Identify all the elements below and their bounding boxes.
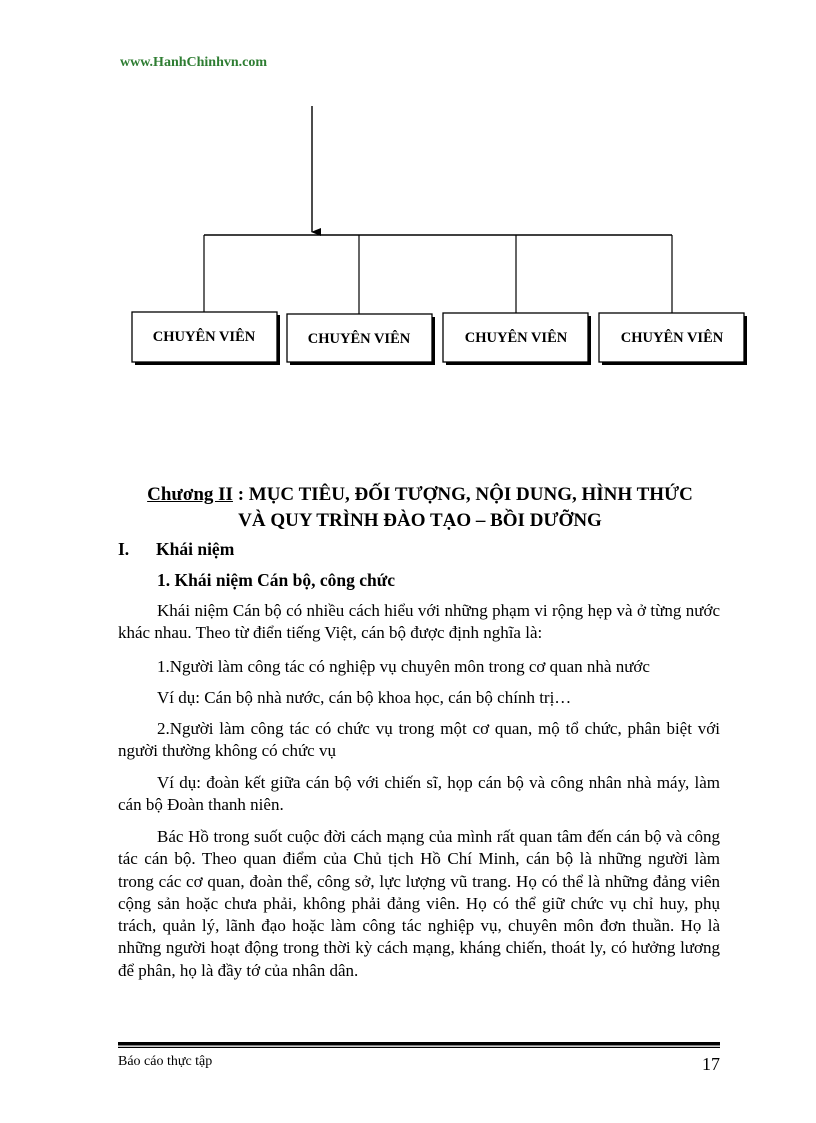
org-box-2	[287, 314, 435, 365]
site-link[interactable]: www.HanhChinhvn.com	[120, 55, 268, 70]
page-number: 17	[702, 1054, 720, 1074]
paragraph-definition-intro: Khái niệm Cán bộ có nhiều cách hiểu với những phạm vi rộng hẹp và ở từng nước khác nhau. Theo từ điển tiếng Việt, cán bộ được định nghĩa là:	[118, 601, 720, 643]
org-box-label: CHUYÊN VIÊN	[620, 330, 724, 346]
org-box-3	[443, 313, 591, 365]
paragraph-example-2: Ví dụ: đoàn kết giữa cán bộ với chiến sĩ, họp cán bộ và công nhân nhà máy, làm cán bộ Đoàn thanh niên.	[118, 773, 720, 815]
org-box-label: CHUYÊN VIÊN	[464, 330, 568, 346]
section-number: I.	[118, 539, 130, 559]
chapter-label: Chương II	[147, 484, 233, 505]
footer-rule	[118, 1042, 720, 1048]
paragraph-definition-2: 2.Người làm công tác có chức vụ trong một cơ quan, mộ tổ chức, phân biệt với người thường không có chức vụ	[118, 719, 720, 761]
chapter-title-text: : MỤC TIÊU, ĐỐI TƯỢNG, NỘI DUNG, HÌNH THỨC	[232, 484, 693, 505]
org-box-1	[132, 312, 280, 365]
paragraph-example-1: Ví dụ: Cán bộ nhà nước, cán bộ khoa học, cán bộ chính trị…	[157, 688, 572, 707]
chapter-title-line-2: VÀ QUY TRÌNH ĐÀO TẠO – BỒI DƯỠNG	[238, 510, 602, 531]
paragraph-definition-1: 1.Người làm công tác có nghiệp vụ chuyên môn trong cơ quan nhà nước	[157, 657, 650, 676]
org-box-label: CHUYÊN VIÊN	[152, 329, 256, 345]
org-chart	[0, 0, 816, 420]
section-heading	[118, 539, 234, 560]
section-title: Khái niệm	[156, 539, 235, 559]
subsection-heading: 1. Khái niệm Cán bộ, công chức	[157, 570, 396, 590]
chapter-title-line-1	[100, 482, 740, 508]
paragraph-ho-chi-minh-view: Bác Hồ trong suốt cuộc đời cách mạng của mình rất quan tâm đến cán bộ và công tác cán bộ. Theo quan điểm của Chủ tịch Hồ Chí Minh, cán bộ là những người làm trong các cơ quan, đoàn thể, công sở, lực lượng vũ trang. Họ có thể là những đảng viên cộng sản hoặc chưa phải, không phải đảng viên. Họ có thể giữ chức vụ chỉ huy, phụ trách, quản lý, lãnh đạo hoặc làm công tác nghiệp vụ, chuyên môn đơn thuần. Họ là những người hoạt động trong thời kỳ cách mạng, kháng chiến, thoát ly, có hưởng lương để phân, họ là đầy tớ của nhân dân.	[118, 827, 720, 980]
footer-report-label: Báo cáo thực tập	[118, 1054, 213, 1069]
org-box-4	[599, 313, 747, 365]
org-box-label: CHUYÊN VIÊN	[307, 331, 411, 347]
